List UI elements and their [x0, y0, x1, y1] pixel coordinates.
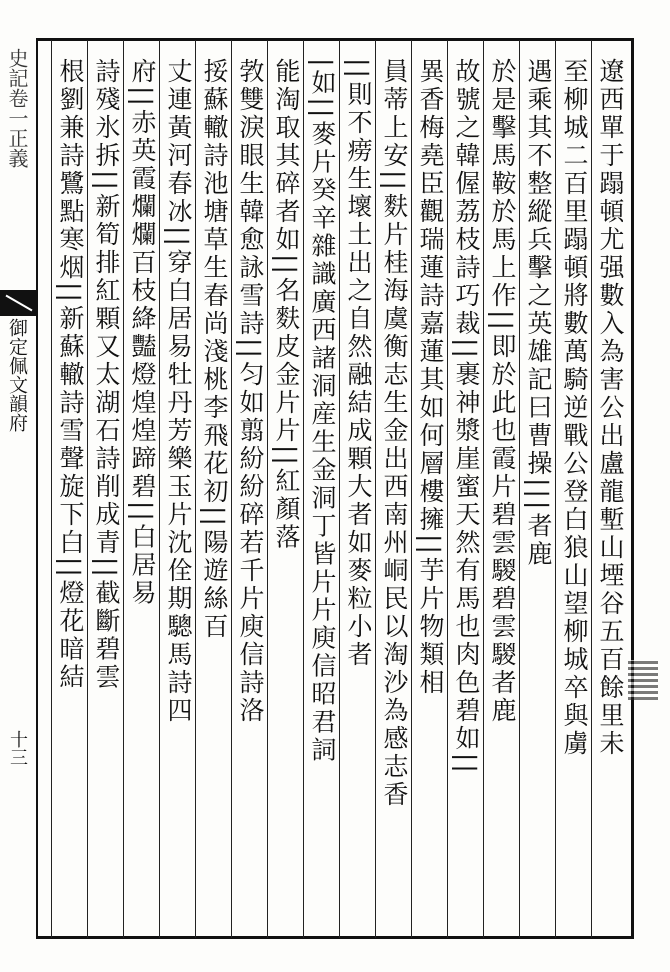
column-rule [519, 40, 520, 938]
column-rule [123, 40, 124, 938]
column-rule [87, 40, 88, 938]
text-column: 府||赤英霞爛爛百枝絳豔燈煌煌蹄碧||白居易 [128, 58, 157, 608]
right-border [631, 38, 634, 939]
column-rule [159, 40, 160, 938]
column-rule [303, 40, 304, 938]
folio-number: 十三 [7, 730, 28, 766]
text-column: 挼蘇轍詩池塘草生春尚淺桃李飛花初||陽遊絲百 [200, 58, 229, 641]
bottom-border [38, 936, 634, 939]
column-rule [339, 40, 340, 938]
column-rule [267, 40, 268, 938]
column-rule [411, 40, 412, 938]
text-column: 能淘取其碎者如||名麩皮金片片||紅顏落 [272, 58, 301, 552]
text-column: 至柳城二百里蹋頓將數萬騎逆戰公登白狼山望柳城卒與虜 [560, 58, 589, 758]
column-rule [375, 40, 376, 938]
margin-header: 史記卷一正義 [5, 48, 29, 168]
text-column: 遼西單于蹋頓尤强數入為害公出盧龍塹山堙谷五百餘里未 [596, 58, 625, 758]
column-rule [51, 40, 52, 938]
text-column: |如||麥片癸辛雜識廣西諸洞産生金洞丁皆片片庾信昭君詞 [308, 58, 337, 765]
right-edge-mark [628, 660, 658, 700]
text-column: 詩殘氷拆||新筍排紅顆又太湖石詩削成青||截斷碧雲 [92, 58, 121, 692]
column-rule [483, 40, 484, 938]
text-column: 異香梅堯臣觀瑞蓮詩嘉蓮其如何層樓擁||芋片物類相 [416, 58, 445, 697]
column-rule [195, 40, 196, 938]
top-border [38, 38, 634, 41]
column-rule [231, 40, 232, 938]
book-title: 御定佩文韻府 [6, 318, 28, 432]
left-border [36, 38, 38, 939]
column-rule [447, 40, 448, 938]
text-column: ||則不痨生壞土出之自然融結成顆大者如麥粒小者 [344, 58, 373, 669]
text-column: 故號之韓偓荔枝詩巧裁||裹神漿崖蜜天然有馬也肉色碧如|| [452, 58, 481, 776]
text-column: 㪍雙淚眼生韓愈詠雪詩||匀如翦紛紛碎若千片庾信詩洛 [236, 58, 265, 725]
text-column: 根劉兼詩鷺點寒烟||新蘇轍詩雪聲旋下白||燈花暗結 [56, 58, 85, 692]
column-rule [591, 40, 592, 938]
text-column: 員蒂上安||麩片桂海虞衡志生金出西南州峒民以淘沙為感志香 [380, 58, 409, 809]
text-column: 丈連黃河春冰||穿白居易牡丹芳樂玉片沈佺期驄馬詩四 [164, 58, 193, 725]
column-rule [555, 40, 556, 938]
text-column: 於是擊馬鞍於馬上作||即於此也霞片碧雲騣碧雲騣者鹿 [488, 58, 517, 725]
text-column: 遇乘其不整縱兵擊之英雄記曰曹操|||者鹿 [524, 58, 553, 569]
